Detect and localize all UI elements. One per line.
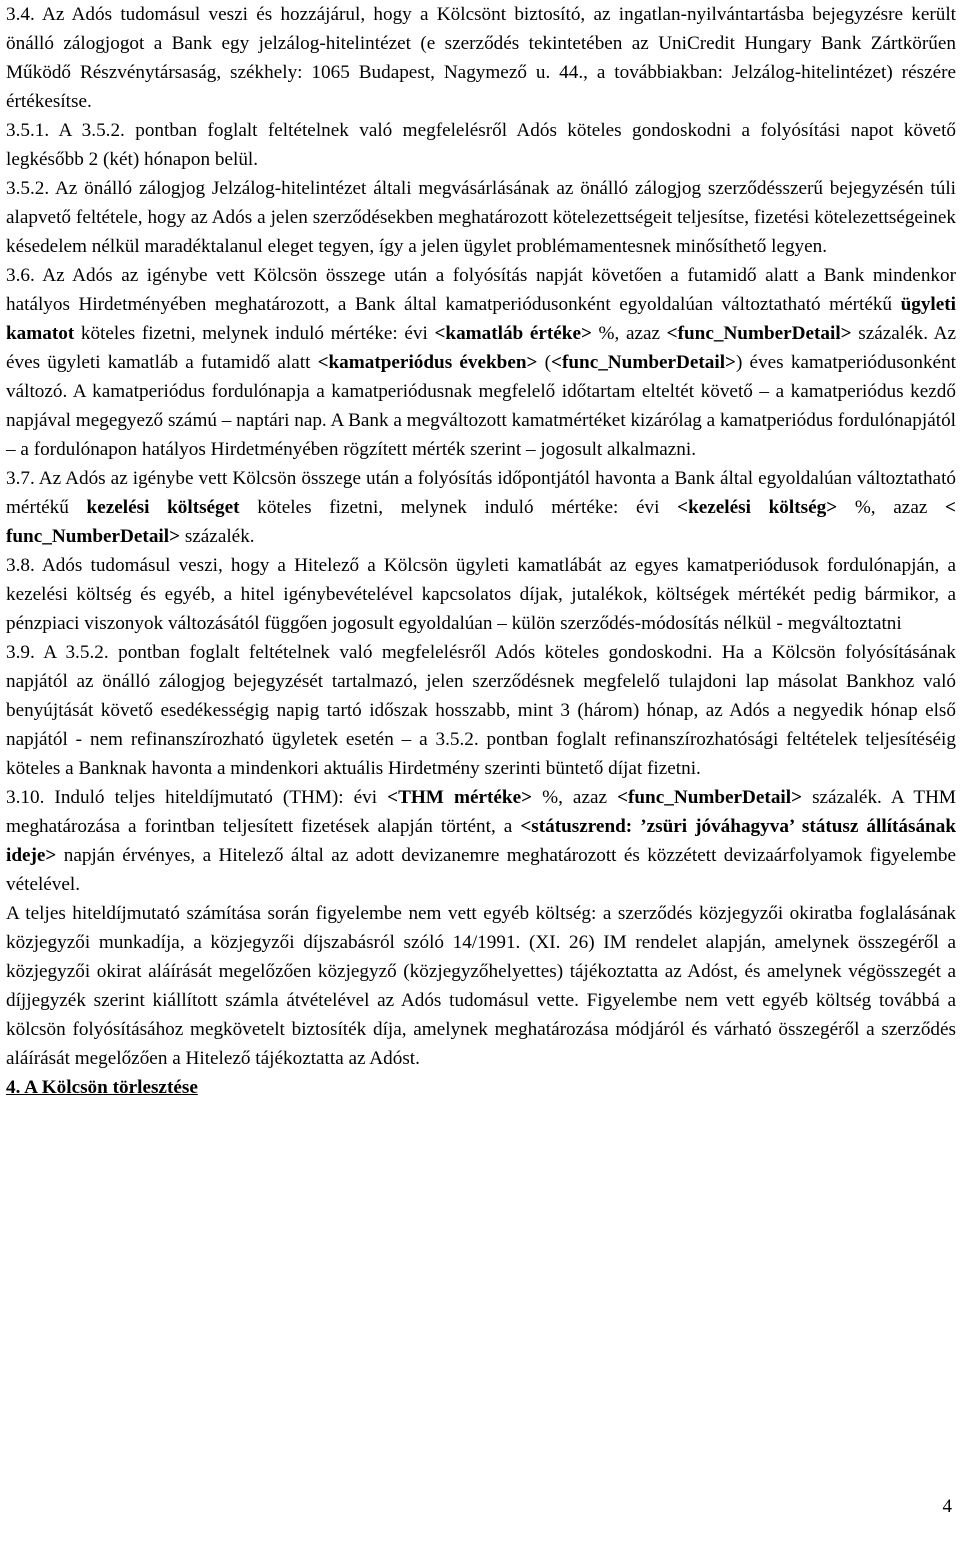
text-segment: 3.8. Adós tudomásul veszi, hogy a Hitelező a Kölcsön ügyleti kamatlábát az egyes kamatperiódusok fordulónapján, a kezelési költség és egyéb, a hitel igénybevételével kapcsolatos díjak, jutalékok, költségek mértékét pedig bármikor, a pénzpiaci viszonyok változásától függően jogosult egyoldalúan – külön szerződés-módosítás nélkül - megváltoztatni	[6, 555, 956, 634]
text-segment: százalék. Az éves ügyleti kamatláb a futamidő alatt	[6, 323, 956, 373]
text-segment: %, azaz	[837, 497, 946, 518]
text-segment: százalék.	[180, 526, 255, 547]
bold-text-segment: <kezelési költség>	[677, 497, 838, 518]
document-body	[6, 0, 956, 1102]
paragraph-3-6	[6, 261, 956, 464]
text-segment: százalék. A THM meghatározása a forintban teljesített fizetések alapján történt, a	[6, 787, 956, 837]
paragraph-3-5-2	[6, 174, 956, 261]
bold-text-segment: <func_NumberDetail>	[617, 787, 803, 808]
text-segment: ) éves kamatperiódusonként változó. A kamatperiódus fordulónapja a kamatperiódusnak megfelelő időtartam elteltét követő – a kamatperiódus kezdő napjával megegyező számú – naptári nap. A Bank a megváltozott kamatmértéket kizárólag a kamatperiódus fordulónapjától – a fordulónapon hatályos Hirdetményében rögzített mérték szerint – jogosult alkalmazni.	[6, 352, 957, 460]
text-segment: %, azaz	[532, 787, 618, 808]
text-segment: 3.7. Az Adós az igénybe vett Kölcsön összege után a folyósítás időpontjától havonta a Bank által egyoldalúan változtatható mértékű	[6, 468, 956, 518]
text-segment: 3.5.1. A 3.5.2. pontban foglalt feltételnek való megfelelésről Adós köteles gondoskodni a folyósítási napot követő legkésőbb 2 (két) hónapon belül.	[6, 120, 956, 170]
paragraph-thm-calc	[6, 899, 956, 1073]
text-segment: 3.6. Az Adós az igénybe vett Kölcsön összege után a folyósítás napját követően a futamidő alatt a Bank mindenkor hatályos Hirdetményében meghatározott, a Bank által kamatperiódusonként egyoldalúan változtatható mértékű	[6, 265, 956, 315]
text-segment: 3.4. Az Adós tudomásul veszi és hozzájárul, hogy a Kölcsönt biztosító, az ingatlan-nyilvántartásba bejegyzésre került önálló zálogjogot a Bank egy jelzálog-hitelintézet (e szerződés tekintetében az UniCredit Hungary Bank Zártkörűen Működő Részvénytársaság, székhely: 1065 Budapest, Nagymező u. 44., a továbbiakban: Jelzálog-hitelintézet) részére értékesítse.	[6, 4, 956, 112]
bold-text-segment: <státuszrend: ’zsüri jóváhagyva’ státusz állításának ideje>	[6, 816, 956, 866]
text-segment: A teljes hiteldíjmutató számítása során figyelembe nem vett egyéb költség: a szerződés közjegyzői okiratba foglalásának közjegyzői munkadíja, a közjegyzői díjszabásról szóló 14/1991. (XI. 26) IM rendelet alapján, amelynek összegéről a közjegyzői okirat aláírását megelőzően közjegyző (közjegyzőhelyettes) tájékoztatta az Adóst, és amelynek végösszegét a díjjegyzék szerint kiállított számla átvételével az Adós tudomásul vette. Figyelembe nem vett egyéb költség továbbá a kölcsön folyósításához megkövetelt biztosíték díja, amelynek meghatározása módjáról és várható összegéről a szerződés aláírását megelőzően a Hitelező tájékoztatta az Adóst.	[6, 903, 956, 1069]
text-segment: (	[537, 352, 552, 373]
bold-text-segment: kezelési költséget	[86, 497, 240, 518]
text-segment: napján érvényes, a Hitelező által az adott devizanemre meghatározott és közzétett devizaárfolyamok figyelembe vételével.	[6, 845, 956, 895]
paragraph-3-9	[6, 638, 956, 783]
paragraph-3-7	[6, 464, 956, 551]
bold-text-segment: <kamatperiódus években>	[317, 352, 538, 373]
paragraph-3-5-1	[6, 116, 956, 174]
bold-text-segment: < func_NumberDetail>	[6, 497, 956, 547]
bold-text-segment: <kamatláb értéke>	[434, 323, 592, 344]
section-heading: 4. A Kölcsön törlesztése	[6, 1077, 198, 1098]
text-segment: 3.5.2. Az önálló zálogjog Jelzálog-hitelintézet általi megvásárlásának az önálló zálogjog szerződésszerű bejegyzésén túli alapvető feltétele, hogy az Adós a jelen szerződésekben meghatározott kötelezettségeit teljesítse, fizetési kötelezettségeinek késedelem nélkül maradéktalanul eleget tegyen, így a jelen ügylet problémamentesnek minősíthető legyen.	[6, 178, 956, 257]
paragraph-3-8	[6, 551, 956, 638]
text-segment: 3.9. A 3.5.2. pontban foglalt feltételnek való megfelelésről Adós köteles gondoskodni. Ha a Kölcsön folyósításának napjától az önálló zálogjog bejegyzését tartalmazó, jelen szerződésnek megfelelő tulajdoni lap másolat Bankhoz való benyújtását követő esedékességig napig tartó időszak hosszabb, mint 3 (három) hónap, az Adós a negyedik hónap első napjától - nem refinanszírozható ügyletek esetén – a 3.5.2. pontban foglalt refinanszírozhatósági feltételek teljesítéséig köteles a Banknak havonta a mindenkori aktuális Hirdetmény szerinti büntető díjat fizetni.	[6, 642, 956, 779]
bold-text-segment: <func_NumberDetail>	[666, 323, 852, 344]
bold-text-segment: <func_NumberDetail>	[551, 352, 736, 373]
text-segment: köteles fizetni, melynek induló mértéke: évi	[239, 497, 678, 518]
bold-text-segment: ügyleti kamatot	[6, 294, 956, 344]
text-segment: köteles fizetni, melynek induló mértéke: évi	[74, 323, 435, 344]
text-segment: 3.10. Induló teljes hiteldíjmutató (THM): évi	[6, 787, 388, 808]
text-segment: %, azaz	[591, 323, 667, 344]
page-number: 4	[942, 1496, 952, 1517]
paragraph-3-10	[6, 783, 956, 899]
paragraph-3-4	[6, 0, 956, 116]
bold-text-segment: <THM mértéke>	[387, 787, 533, 808]
